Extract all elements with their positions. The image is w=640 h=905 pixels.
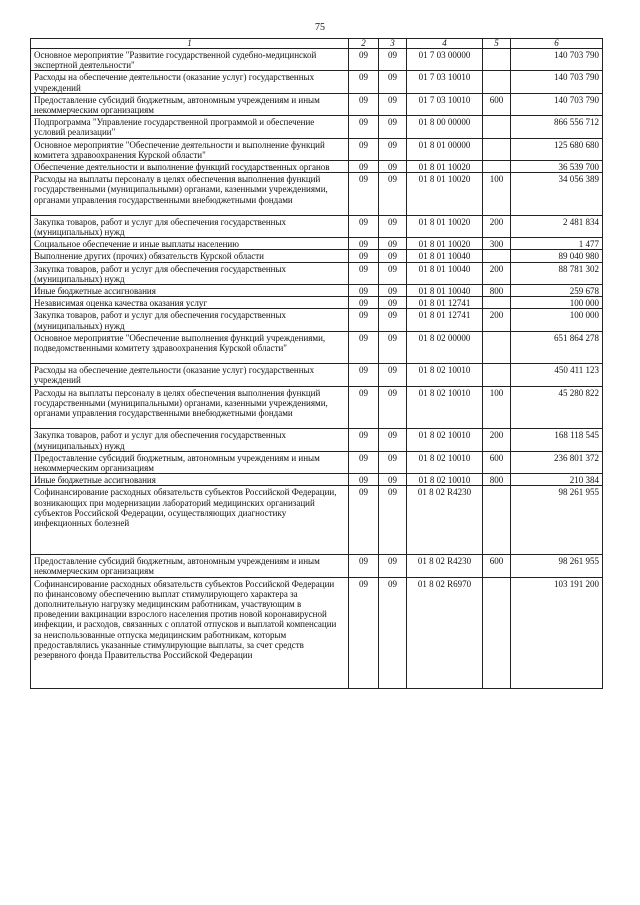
column-number: 2 (349, 39, 379, 49)
subsection-code-cell: 09 (379, 93, 407, 115)
row-name-cell: Основное мероприятие "Развитие государственной судебно-медицинской экспертной деятельности" (31, 49, 349, 71)
target-item-cell: 01 8 00 00000 (407, 116, 483, 138)
section-code-cell: 09 (349, 309, 379, 331)
expense-type-cell: 200 (483, 309, 511, 331)
target-item-cell: 01 8 01 10020 (407, 238, 483, 250)
amount-cell: 100 000 (511, 309, 603, 331)
amount-cell: 866 556 712 (511, 116, 603, 138)
section-code-cell: 09 (349, 474, 379, 486)
amount-cell: 140 703 790 (511, 49, 603, 71)
subsection-code-cell: 09 (379, 71, 407, 93)
table-row (31, 49, 603, 71)
subsection-code-cell: 09 (379, 577, 407, 689)
section-code-cell: 09 (349, 238, 379, 250)
expense-type-cell (483, 71, 511, 93)
table-row (31, 250, 603, 262)
row-name-cell: Закупка товаров, работ и услуг для обеспечения государственных (муниципальных) нужд (31, 262, 349, 284)
column-number: 5 (483, 39, 511, 49)
amount-cell: 1 477 (511, 238, 603, 250)
section-code-cell: 09 (349, 285, 379, 297)
expense-type-cell (483, 138, 511, 160)
row-name-cell: Социальное обеспечение и иные выплаты населению (31, 238, 349, 250)
target-item-cell: 01 8 02 10010 (407, 451, 483, 473)
table-row (31, 364, 603, 386)
expense-type-cell: 100 (483, 386, 511, 429)
column-number: 1 (31, 39, 349, 49)
row-name-cell: Подпрограмма "Управление государственной программой и обеспечение условий реализации" (31, 116, 349, 138)
table-row (31, 285, 603, 297)
subsection-code-cell: 09 (379, 285, 407, 297)
column-number: 6 (511, 39, 603, 49)
subsection-code-cell: 09 (379, 309, 407, 331)
row-name-cell: Расходы на обеспечение деятельности (оказание услуг) государственных учреждений (31, 71, 349, 93)
amount-cell: 140 703 790 (511, 71, 603, 93)
amount-cell: 168 118 545 (511, 429, 603, 451)
table-row (31, 71, 603, 93)
section-code-cell: 09 (349, 577, 379, 689)
target-item-cell: 01 7 03 10010 (407, 93, 483, 115)
section-code-cell: 09 (349, 215, 379, 237)
table-row (31, 555, 603, 577)
row-name-cell: Основное мероприятие "Обеспечение выполнения функций учреждениями, подведомственными комитету здравоохранения Курской области" (31, 331, 349, 363)
section-code-cell: 09 (349, 49, 379, 71)
expense-type-cell: 600 (483, 451, 511, 473)
subsection-code-cell: 09 (379, 173, 407, 216)
table-row (31, 138, 603, 160)
subsection-code-cell: 09 (379, 331, 407, 363)
expense-type-cell: 800 (483, 474, 511, 486)
target-item-cell: 01 8 02 R4230 (407, 486, 483, 555)
target-item-cell: 01 8 02 00000 (407, 331, 483, 363)
table-row (31, 474, 603, 486)
row-name-cell: Предоставление субсидий бюджетным, автономным учреждениям и иным некоммерческим организациям (31, 451, 349, 473)
subsection-code-cell: 09 (379, 250, 407, 262)
row-name-cell: Обеспечение деятельности и выполнение функций государственных органов (31, 161, 349, 173)
expense-type-cell (483, 161, 511, 173)
row-name-cell: Закупка товаров, работ и услуг для обеспечения государственных (муниципальных) нужд (31, 309, 349, 331)
section-code-cell: 09 (349, 451, 379, 473)
expense-type-cell: 600 (483, 93, 511, 115)
amount-cell: 98 261 955 (511, 555, 603, 577)
amount-cell: 2 481 834 (511, 215, 603, 237)
target-item-cell: 01 8 02 R4230 (407, 555, 483, 577)
row-name-cell: Предоставление субсидий бюджетным, автономным учреждениям и иным некоммерческим организациям (31, 93, 349, 115)
table-row (31, 116, 603, 138)
subsection-code-cell: 09 (379, 161, 407, 173)
column-number-row (31, 39, 603, 49)
row-name-cell: Предоставление субсидий бюджетным, автономным учреждениям и иным некоммерческим организациям (31, 555, 349, 577)
target-item-cell: 01 8 01 10040 (407, 250, 483, 262)
table-row (31, 577, 603, 689)
column-number: 4 (407, 39, 483, 49)
target-item-cell: 01 8 01 12741 (407, 297, 483, 309)
expense-type-cell: 200 (483, 429, 511, 451)
amount-cell: 236 801 372 (511, 451, 603, 473)
row-name-cell: Независимая оценка качества оказания услуг (31, 297, 349, 309)
subsection-code-cell: 09 (379, 364, 407, 386)
expense-type-cell (483, 49, 511, 71)
section-code-cell: 09 (349, 116, 379, 138)
subsection-code-cell: 09 (379, 486, 407, 555)
amount-cell: 125 680 680 (511, 138, 603, 160)
amount-cell: 88 781 302 (511, 262, 603, 284)
subsection-code-cell: 09 (379, 238, 407, 250)
target-item-cell: 01 7 03 10010 (407, 71, 483, 93)
row-name-cell: Расходы на обеспечение деятельности (оказание услуг) государственных учреждений (31, 364, 349, 386)
row-name-cell: Расходы на выплаты персоналу в целях обеспечения выполнения функций государственными (муниципальными) органами, казенными учреждениями, органами управления государственными внебюджетными фондами (31, 173, 349, 216)
section-code-cell: 09 (349, 386, 379, 429)
table-row (31, 331, 603, 363)
target-item-cell: 01 8 02 R6970 (407, 577, 483, 689)
table-row (31, 486, 603, 555)
expense-type-cell (483, 486, 511, 555)
row-name-cell: Закупка товаров, работ и услуг для обеспечения государственных (муниципальных) нужд (31, 429, 349, 451)
subsection-code-cell: 09 (379, 386, 407, 429)
budget-table (30, 38, 603, 689)
expense-type-cell (483, 250, 511, 262)
target-item-cell: 01 8 02 10010 (407, 364, 483, 386)
target-item-cell: 01 7 03 00000 (407, 49, 483, 71)
section-code-cell: 09 (349, 555, 379, 577)
expense-type-cell: 100 (483, 173, 511, 216)
amount-cell: 103 191 200 (511, 577, 603, 689)
target-item-cell: 01 8 01 12741 (407, 309, 483, 331)
table-row (31, 429, 603, 451)
target-item-cell: 01 8 01 10020 (407, 215, 483, 237)
row-name-cell: Закупка товаров, работ и услуг для обеспечения государственных (муниципальных) нужд (31, 215, 349, 237)
expense-type-cell (483, 331, 511, 363)
expense-type-cell: 300 (483, 238, 511, 250)
amount-cell: 98 261 955 (511, 486, 603, 555)
subsection-code-cell: 09 (379, 297, 407, 309)
amount-cell: 89 040 980 (511, 250, 603, 262)
expense-type-cell: 200 (483, 262, 511, 284)
expense-type-cell: 200 (483, 215, 511, 237)
section-code-cell: 09 (349, 161, 379, 173)
expense-type-cell (483, 364, 511, 386)
subsection-code-cell: 09 (379, 138, 407, 160)
target-item-cell: 01 8 01 10040 (407, 262, 483, 284)
row-name-cell: Софинансирование расходных обязательств субъектов Российской Федерации по финансовому обеспечению выплат стимулирующего характера за дополнительную нагрузку медицинским работникам, участвующим в проведении вакцинации взрослого населения против новой коронавирусной инфекции, и расходов, связанных с оплатой отпусков и выплатой компенсации за неиспользованные отпуска медицинским работникам, которым предоставлялись указанные стимулирующие выплаты, за счет средств резервного фонда Правительства Российской Федерации (31, 577, 349, 689)
table-row (31, 215, 603, 237)
target-item-cell: 01 8 01 00000 (407, 138, 483, 160)
table-row (31, 386, 603, 429)
table-row (31, 93, 603, 115)
target-item-cell: 01 8 02 10010 (407, 429, 483, 451)
row-name-cell: Иные бюджетные ассигнования (31, 285, 349, 297)
subsection-code-cell: 09 (379, 474, 407, 486)
section-code-cell: 09 (349, 486, 379, 555)
section-code-cell: 09 (349, 364, 379, 386)
expense-type-cell (483, 577, 511, 689)
target-item-cell: 01 8 02 10010 (407, 386, 483, 429)
row-name-cell: Расходы на выплаты персоналу в целях обеспечения выполнения функций государственными (муниципальными) органами, казенными учреждениями, органами управления государственными внебюджетными фондами (31, 386, 349, 429)
section-code-cell: 09 (349, 138, 379, 160)
table-row (31, 297, 603, 309)
subsection-code-cell: 09 (379, 429, 407, 451)
expense-type-cell: 800 (483, 285, 511, 297)
subsection-code-cell: 09 (379, 262, 407, 284)
amount-cell: 34 056 389 (511, 173, 603, 216)
table-row (31, 161, 603, 173)
subsection-code-cell: 09 (379, 555, 407, 577)
table-row (31, 262, 603, 284)
subsection-code-cell: 09 (379, 116, 407, 138)
target-item-cell: 01 8 01 10040 (407, 285, 483, 297)
section-code-cell: 09 (349, 331, 379, 363)
amount-cell: 651 864 278 (511, 331, 603, 363)
amount-cell: 36 539 700 (511, 161, 603, 173)
section-code-cell: 09 (349, 429, 379, 451)
amount-cell: 210 384 (511, 474, 603, 486)
section-code-cell: 09 (349, 71, 379, 93)
amount-cell: 45 280 822 (511, 386, 603, 429)
section-code-cell: 09 (349, 262, 379, 284)
row-name-cell: Иные бюджетные ассигнования (31, 474, 349, 486)
expense-type-cell (483, 116, 511, 138)
amount-cell: 259 678 (511, 285, 603, 297)
column-number: 3 (379, 39, 407, 49)
row-name-cell: Софинансирование расходных обязательств субъектов Российской Федерации, возникающих при модернизации лабораторий медицинских организаций субъектов Российской Федерации, осуществляющих диагностику инфекционных болезней (31, 486, 349, 555)
amount-cell: 140 703 790 (511, 93, 603, 115)
subsection-code-cell: 09 (379, 451, 407, 473)
target-item-cell: 01 8 02 10010 (407, 474, 483, 486)
subsection-code-cell: 09 (379, 49, 407, 71)
amount-cell: 100 000 (511, 297, 603, 309)
section-code-cell: 09 (349, 93, 379, 115)
section-code-cell: 09 (349, 173, 379, 216)
row-name-cell: Основное мероприятие "Обеспечение деятельности и выполнение функций комитета здравоохранения Курской области" (31, 138, 349, 160)
subsection-code-cell: 09 (379, 215, 407, 237)
target-item-cell: 01 8 01 10020 (407, 161, 483, 173)
expense-type-cell (483, 297, 511, 309)
section-code-cell: 09 (349, 250, 379, 262)
target-item-cell: 01 8 01 10020 (407, 173, 483, 216)
row-name-cell: Выполнение других (прочих) обязательств Курской области (31, 250, 349, 262)
expense-type-cell: 600 (483, 555, 511, 577)
table-row (31, 451, 603, 473)
table-row (31, 238, 603, 250)
table-row (31, 309, 603, 331)
table-row (31, 173, 603, 216)
section-code-cell: 09 (349, 297, 379, 309)
amount-cell: 450 411 123 (511, 364, 603, 386)
page-number: 75 (315, 22, 325, 33)
